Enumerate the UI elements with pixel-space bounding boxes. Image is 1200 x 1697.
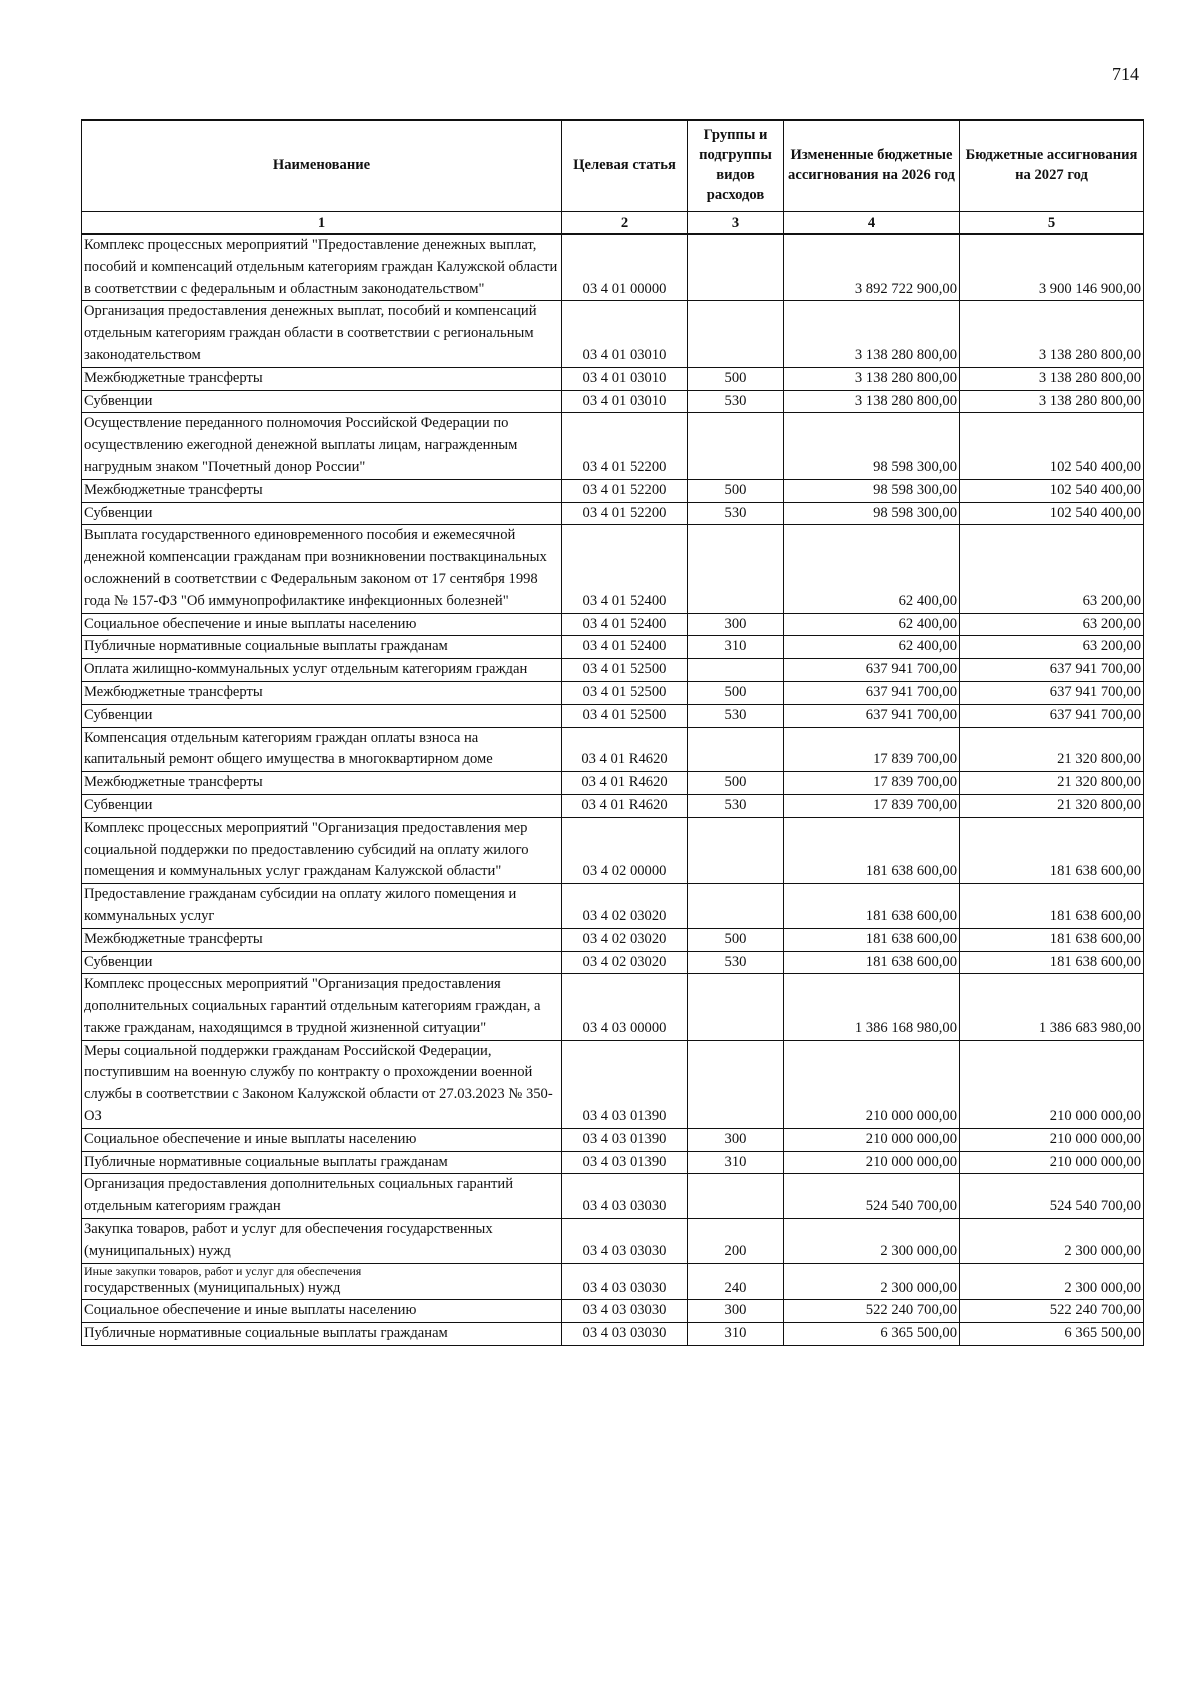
row-amount-2027: 522 240 700,00 — [960, 1300, 1144, 1323]
row-amount-2026: 17 839 700,00 — [784, 727, 960, 772]
row-amount-2027: 21 320 800,00 — [960, 727, 1144, 772]
row-name: Социальное обеспечение и иные выплаты населению — [82, 613, 562, 636]
row-name: Комплекс процессных мероприятий "Предоставление денежных выплат, пособий и компенсаций отдельным категориям граждан Калужской области в соответствии с федеральным и областным законодательством" — [82, 234, 562, 301]
table-row — [82, 928, 1144, 951]
row-amount-2027: 63 200,00 — [960, 636, 1144, 659]
row-amount-2027: 3 138 280 800,00 — [960, 301, 1144, 367]
row-amount-2027: 102 540 400,00 — [960, 502, 1144, 525]
row-target-code: 03 4 01 00000 — [562, 234, 688, 301]
row-amount-2027: 102 540 400,00 — [960, 413, 1144, 479]
header-changed-2026: Измененные бюджетные ассигнования на 2026 год — [784, 120, 960, 212]
row-target-code: 03 4 02 03020 — [562, 884, 688, 929]
row-target-code: 03 4 03 01390 — [562, 1040, 688, 1128]
row-name-prefix: Иные закупки товаров, работ и услуг для обеспечения — [84, 1263, 362, 1278]
row-amount-2026: 181 638 600,00 — [784, 884, 960, 929]
table-row — [82, 1151, 1144, 1174]
row-name: Социальное обеспечение и иные выплаты населению — [82, 1128, 562, 1151]
row-expense-group — [688, 1040, 784, 1128]
row-target-code: 03 4 02 03020 — [562, 951, 688, 974]
page-number: 714 — [1112, 64, 1139, 84]
row-target-code: 03 4 01 52400 — [562, 525, 688, 613]
row-target-code: 03 4 03 03030 — [562, 1300, 688, 1323]
row-expense-group: 300 — [688, 1128, 784, 1151]
row-name: Организация предоставления денежных выплат, пособий и компенсаций отдельным категориям граждан области в соответствии с региональным законодательством — [82, 301, 562, 367]
table-row — [82, 367, 1144, 390]
row-amount-2026: 98 598 300,00 — [784, 413, 960, 479]
table-row — [82, 772, 1144, 795]
row-amount-2026: 98 598 300,00 — [784, 502, 960, 525]
row-amount-2027: 181 638 600,00 — [960, 884, 1144, 929]
budget-table — [81, 119, 1144, 1346]
row-expense-group: 240 — [688, 1263, 784, 1300]
row-amount-2026: 637 941 700,00 — [784, 659, 960, 682]
row-target-code: 03 4 01 52200 — [562, 413, 688, 479]
row-name: Комплекс процессных мероприятий "Организация предоставления дополнительных социальных гарантий отдельным категориям граждан, а также гражданам, находящимся в трудной жизненной ситуации" — [82, 974, 562, 1040]
table-row — [82, 613, 1144, 636]
row-amount-2026: 17 839 700,00 — [784, 794, 960, 817]
row-amount-2027: 637 941 700,00 — [960, 681, 1144, 704]
row-expense-group: 310 — [688, 636, 784, 659]
row-expense-group: 500 — [688, 681, 784, 704]
row-name: Закупка товаров, работ и услуг для обеспечения государственных (муниципальных) нужд — [82, 1219, 562, 1264]
row-name: Межбюджетные трансферты — [82, 772, 562, 795]
row-amount-2027: 1 386 683 980,00 — [960, 974, 1144, 1040]
row-expense-group — [688, 525, 784, 613]
row-expense-group: 300 — [688, 613, 784, 636]
row-amount-2026: 210 000 000,00 — [784, 1151, 960, 1174]
row-target-code: 03 4 01 52200 — [562, 479, 688, 502]
row-amount-2027: 6 365 500,00 — [960, 1323, 1144, 1346]
row-amount-2027: 63 200,00 — [960, 613, 1144, 636]
row-name: Межбюджетные трансферты — [82, 928, 562, 951]
table-row — [82, 1323, 1144, 1346]
row-name: Публичные нормативные социальные выплаты гражданам — [82, 1323, 562, 1346]
row-expense-group: 530 — [688, 502, 784, 525]
table-row — [82, 817, 1144, 883]
row-amount-2027: 210 000 000,00 — [960, 1128, 1144, 1151]
row-amount-2026: 62 400,00 — [784, 525, 960, 613]
row-target-code: 03 4 01 52400 — [562, 613, 688, 636]
row-target-code: 03 4 01 R4620 — [562, 727, 688, 772]
row-expense-group: 500 — [688, 772, 784, 795]
row-amount-2027: 181 638 600,00 — [960, 817, 1144, 883]
column-number: 1 — [82, 212, 562, 235]
row-target-code: 03 4 03 01390 — [562, 1128, 688, 1151]
row-amount-2026: 522 240 700,00 — [784, 1300, 960, 1323]
table-row — [82, 681, 1144, 704]
row-amount-2027: 181 638 600,00 — [960, 951, 1144, 974]
table-row — [82, 1263, 1144, 1300]
row-amount-2027: 2 300 000,00 — [960, 1219, 1144, 1264]
table-row — [82, 1300, 1144, 1323]
row-expense-group: 200 — [688, 1219, 784, 1264]
row-name: Межбюджетные трансферты — [82, 367, 562, 390]
row-amount-2027: 524 540 700,00 — [960, 1174, 1144, 1219]
row-name: Комплекс процессных мероприятий "Организация предоставления мер социальной поддержки по предоставлению субсидий на оплату жилого помещения и коммунальных услуг гражданам Калужской области" — [82, 817, 562, 883]
row-name — [82, 1263, 562, 1300]
row-target-code: 03 4 01 03010 — [562, 390, 688, 413]
table-row — [82, 1128, 1144, 1151]
row-expense-group: 530 — [688, 704, 784, 727]
table-row — [82, 884, 1144, 929]
row-target-code: 03 4 01 R4620 — [562, 794, 688, 817]
row-amount-2026: 62 400,00 — [784, 636, 960, 659]
row-amount-2026: 6 365 500,00 — [784, 1323, 960, 1346]
row-target-code: 03 4 03 03030 — [562, 1323, 688, 1346]
row-amount-2027: 63 200,00 — [960, 525, 1144, 613]
row-target-code: 03 4 01 52500 — [562, 681, 688, 704]
row-amount-2026: 181 638 600,00 — [784, 817, 960, 883]
row-name: Субвенции — [82, 704, 562, 727]
row-target-code: 03 4 01 52400 — [562, 636, 688, 659]
row-expense-group: 310 — [688, 1151, 784, 1174]
row-expense-group: 530 — [688, 390, 784, 413]
row-target-code: 03 4 02 03020 — [562, 928, 688, 951]
row-target-code: 03 4 03 03030 — [562, 1263, 688, 1300]
row-name: Субвенции — [82, 794, 562, 817]
table-row — [82, 390, 1144, 413]
row-amount-2027: 210 000 000,00 — [960, 1040, 1144, 1128]
row-target-code: 03 4 02 00000 — [562, 817, 688, 883]
row-expense-group — [688, 659, 784, 682]
row-name: Субвенции — [82, 390, 562, 413]
row-amount-2027: 637 941 700,00 — [960, 659, 1144, 682]
row-amount-2026: 210 000 000,00 — [784, 1128, 960, 1151]
row-expense-group: 500 — [688, 367, 784, 390]
row-amount-2026: 181 638 600,00 — [784, 951, 960, 974]
row-amount-2027: 181 638 600,00 — [960, 928, 1144, 951]
row-name: Межбюджетные трансферты — [82, 681, 562, 704]
row-amount-2026: 181 638 600,00 — [784, 928, 960, 951]
row-expense-group: 300 — [688, 1300, 784, 1323]
row-target-code: 03 4 01 03010 — [562, 367, 688, 390]
row-amount-2026: 3 138 280 800,00 — [784, 301, 960, 367]
row-name: Межбюджетные трансферты — [82, 479, 562, 502]
row-expense-group — [688, 884, 784, 929]
column-number: 5 — [960, 212, 1144, 235]
table-row — [82, 525, 1144, 613]
table-row — [82, 727, 1144, 772]
row-amount-2027: 2 300 000,00 — [960, 1263, 1144, 1300]
table-row — [82, 479, 1144, 502]
row-target-code: 03 4 01 52500 — [562, 704, 688, 727]
row-target-code: 03 4 03 01390 — [562, 1151, 688, 1174]
row-amount-2026: 3 138 280 800,00 — [784, 367, 960, 390]
row-target-code: 03 4 01 R4620 — [562, 772, 688, 795]
header-name: Наименование — [82, 120, 562, 212]
row-expense-group: 530 — [688, 794, 784, 817]
row-amount-2026: 3 892 722 900,00 — [784, 234, 960, 301]
table-row — [82, 234, 1144, 301]
row-amount-2026: 62 400,00 — [784, 613, 960, 636]
row-target-code: 03 4 03 03030 — [562, 1174, 688, 1219]
row-expense-group: 500 — [688, 928, 784, 951]
table-row — [82, 974, 1144, 1040]
row-amount-2026: 637 941 700,00 — [784, 681, 960, 704]
header-budget-2027: Бюджетные ассигнования на 2027 год — [960, 120, 1144, 212]
row-expense-group: 530 — [688, 951, 784, 974]
row-amount-2027: 3 138 280 800,00 — [960, 367, 1144, 390]
row-name-text: государственных (муниципальных) нужд — [84, 1279, 341, 1296]
row-target-code: 03 4 03 00000 — [562, 974, 688, 1040]
table-row — [82, 1219, 1144, 1264]
row-amount-2027: 210 000 000,00 — [960, 1151, 1144, 1174]
row-expense-group — [688, 974, 784, 1040]
row-name: Оплата жилищно-коммунальных услуг отдельным категориям граждан — [82, 659, 562, 682]
row-expense-group — [688, 301, 784, 367]
row-amount-2027: 3 138 280 800,00 — [960, 390, 1144, 413]
row-expense-group — [688, 817, 784, 883]
row-amount-2027: 21 320 800,00 — [960, 772, 1144, 795]
row-expense-group — [688, 1174, 784, 1219]
row-name: Меры социальной поддержки гражданам Российской Федерации, поступившим на военную службу по контракту о прохождении военной службы в соответствии с Законом Калужской области от 27.03.2023 № 350-ОЗ — [82, 1040, 562, 1128]
table-row — [82, 413, 1144, 479]
row-expense-group: 500 — [688, 479, 784, 502]
row-amount-2026: 3 138 280 800,00 — [784, 390, 960, 413]
row-amount-2026: 2 300 000,00 — [784, 1263, 960, 1300]
table-row — [82, 502, 1144, 525]
row-name: Компенсация отдельным категориям граждан оплаты взноса на капитальный ремонт общего имущества в многоквартирном доме — [82, 727, 562, 772]
row-target-code: 03 4 01 03010 — [562, 301, 688, 367]
row-amount-2027: 102 540 400,00 — [960, 479, 1144, 502]
header-expense-groups: Группы и подгруппы видов расходов — [688, 120, 784, 212]
row-target-code: 03 4 01 52200 — [562, 502, 688, 525]
row-expense-group — [688, 413, 784, 479]
row-name: Осуществление переданного полномочия Российской Федерации по осуществлению ежегодной денежной выплаты лицам, награжденным нагрудным знаком "Почетный донор России" — [82, 413, 562, 479]
row-name: Публичные нормативные социальные выплаты гражданам — [82, 636, 562, 659]
table-row — [82, 659, 1144, 682]
row-expense-group: 310 — [688, 1323, 784, 1346]
column-number: 4 — [784, 212, 960, 235]
row-expense-group — [688, 234, 784, 301]
row-amount-2027: 21 320 800,00 — [960, 794, 1144, 817]
table-row — [82, 794, 1144, 817]
row-name: Выплата государственного единовременного пособия и ежемесячной денежной компенсации гражданам при возникновении поствакцинальных осложнений в соответствии с Федеральным законом от 17 сентября 1998 года № 157-ФЗ "Об иммунопрофилактике инфекционных болезней" — [82, 525, 562, 613]
row-name: Субвенции — [82, 502, 562, 525]
row-target-code: 03 4 01 52500 — [562, 659, 688, 682]
row-amount-2026: 2 300 000,00 — [784, 1219, 960, 1264]
row-name: Социальное обеспечение и иные выплаты населению — [82, 1300, 562, 1323]
table-row — [82, 1040, 1144, 1128]
row-amount-2027: 637 941 700,00 — [960, 704, 1144, 727]
row-amount-2027: 3 900 146 900,00 — [960, 234, 1144, 301]
row-target-code: 03 4 03 03030 — [562, 1219, 688, 1264]
row-amount-2026: 637 941 700,00 — [784, 704, 960, 727]
row-name: Субвенции — [82, 951, 562, 974]
row-expense-group — [688, 727, 784, 772]
table-row — [82, 636, 1144, 659]
header-target-article: Целевая статья — [562, 120, 688, 212]
column-number: 3 — [688, 212, 784, 235]
row-amount-2026: 98 598 300,00 — [784, 479, 960, 502]
table-row — [82, 951, 1144, 974]
table-row — [82, 1174, 1144, 1219]
table-row — [82, 301, 1144, 367]
row-name: Предоставление гражданам субсидии на оплату жилого помещения и коммунальных услуг — [82, 884, 562, 929]
row-amount-2026: 17 839 700,00 — [784, 772, 960, 795]
row-amount-2026: 524 540 700,00 — [784, 1174, 960, 1219]
table-row — [82, 704, 1144, 727]
row-name: Публичные нормативные социальные выплаты гражданам — [82, 1151, 562, 1174]
row-amount-2026: 1 386 168 980,00 — [784, 974, 960, 1040]
row-amount-2026: 210 000 000,00 — [784, 1040, 960, 1128]
column-number: 2 — [562, 212, 688, 235]
row-name: Организация предоставления дополнительных социальных гарантий отдельным категориям граждан — [82, 1174, 562, 1219]
